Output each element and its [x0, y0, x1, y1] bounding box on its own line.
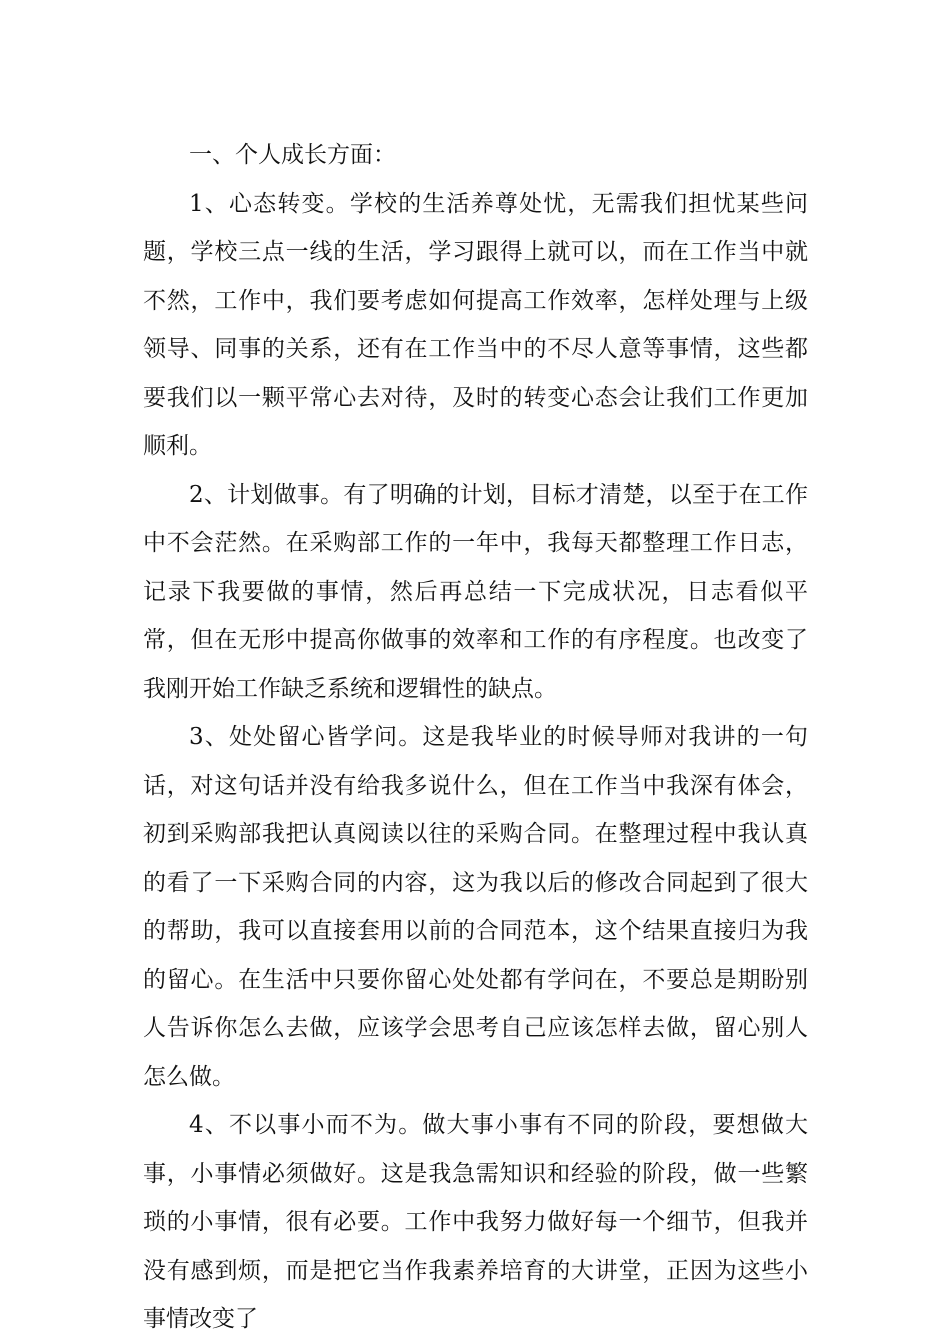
section-heading: 一、个人成长方面：	[189, 142, 396, 168]
paragraph-mindset-change: 1、心态转变。学校的生活养尊处忧，无需我们担忧某些问题，学校三点一线的生活，学习跟得上就可以，而在工作当中就不然，工作中，我们要考虑如何提高工作效率，怎样处理与上级领导、同事的关系，还有在工作当中的不尽人意等事情，这些都要我们以一颗平常心去对待，及时的转变心态会让我们工作更加顺利。	[143, 190, 808, 459]
paragraph-attention-learning: 3、处处留心皆学问。这是我毕业的时候导师对我讲的一句话，对这句话并没有给我多说什么，但在工作当中我深有体会，初到采购部我把认真阅读以往的采购合同。在整理过程中我认真的看了一下采购合同的内容，这为我以后的修改合同起到了很大的帮助，我可以直接套用以前的合同范本，这个结果直接归为我的留心。在生活中只要你留心处处都有学问在，不要总是期盼别人告诉你怎么去做，应该学会思考自己应该怎样去做，留心别人怎么做。	[143, 724, 808, 1090]
paragraph-planning: 2、计划做事。有了明确的计划，目标才清楚，以至于在工作中不会茫然。在采购部工作的一年中，我每天都整理工作日志，记录下我要做的事情，然后再总结一下完成状况，日志看似平常，但在无形中提高你做事的效率和工作的有序程度。也改变了我刚开始工作缺乏系统和逻辑性的缺点。	[143, 481, 808, 702]
paragraph-small-things: 4、不以事小而不为。做大事小事有不同的阶段，要想做大事，小事情必须做好。这是我急需知识和经验的阶段，做一些繁琐的小事情，很有必要。工作中我努力做好每一个细节，但我并没有感到烦，而是把它当作我素养培育的大讲堂，正因为这些小事情改变了	[143, 1112, 808, 1332]
document-body	[143, 131, 808, 1344]
